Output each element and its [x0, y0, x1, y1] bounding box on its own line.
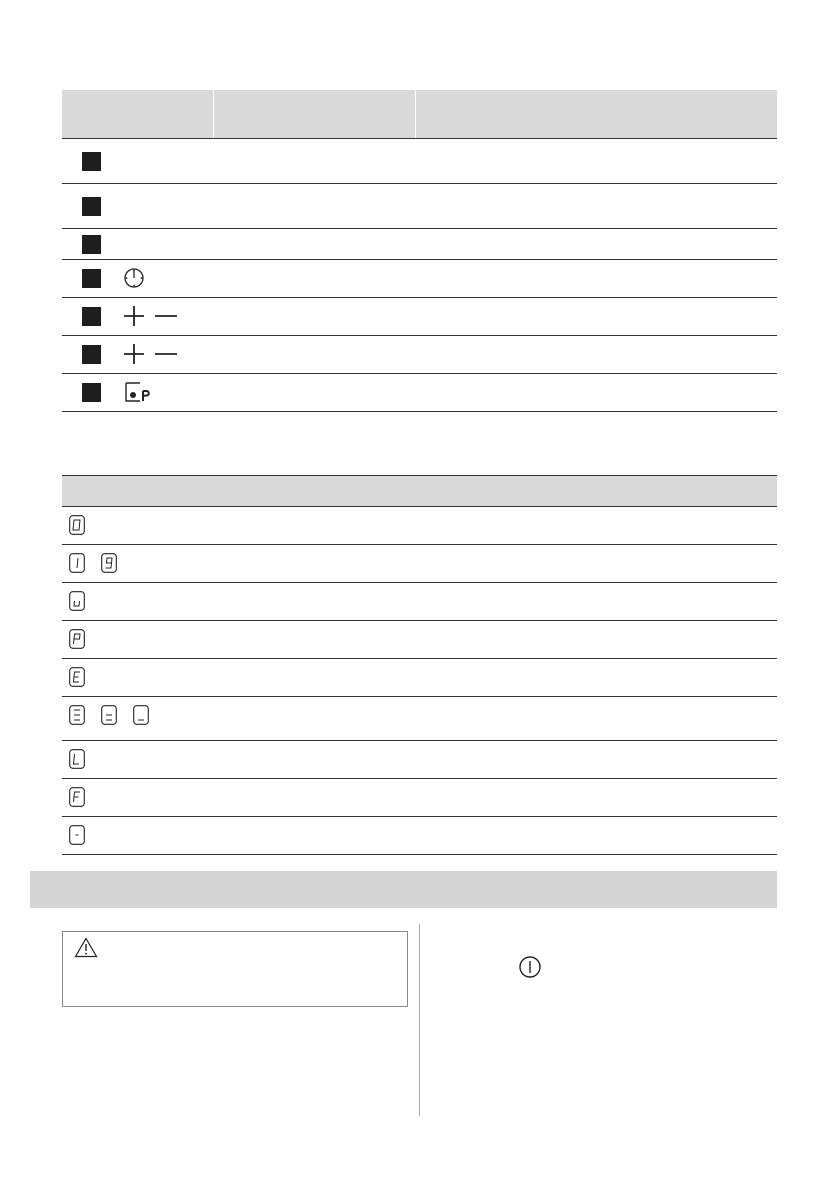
- table-row: [62, 139, 777, 184]
- plus-minus-icon: [122, 343, 182, 365]
- table-row: [62, 545, 777, 583]
- digit-1-icon: [69, 553, 85, 573]
- warning-triangle-icon: [74, 937, 98, 958]
- controls-table-header: [62, 90, 777, 139]
- section-header-bar: [30, 871, 777, 908]
- table-row: [62, 697, 777, 741]
- table-row: [62, 229, 777, 260]
- table-row: [62, 374, 777, 412]
- table-row: [62, 583, 777, 621]
- symbol-e-icon: [69, 667, 85, 687]
- symbol-u-icon: [69, 591, 85, 611]
- symbol-f-icon: [69, 787, 85, 807]
- table-row: [62, 741, 777, 779]
- row-marker: [82, 235, 101, 254]
- symbol-l-icon: [69, 749, 85, 769]
- row-marker: [82, 345, 101, 364]
- power-icon: [518, 955, 542, 979]
- table-row: [62, 659, 777, 697]
- symbol-p-icon: [69, 629, 85, 649]
- residual-heat-mid-icon: [101, 705, 117, 725]
- pause-p-icon: [122, 381, 152, 405]
- row-marker: [82, 269, 101, 288]
- digit-9-icon: [101, 553, 117, 573]
- table-row: [62, 336, 777, 374]
- row-marker: [82, 307, 101, 326]
- table-row: [62, 779, 777, 817]
- row-marker: [82, 152, 101, 171]
- table-row: [62, 260, 777, 298]
- symbol-dash-icon: [69, 825, 85, 845]
- column-divider: [419, 924, 420, 1116]
- digit-0-icon: [69, 515, 85, 535]
- table-row: [62, 507, 777, 545]
- table-row: [62, 298, 777, 336]
- table-row: [62, 817, 777, 855]
- plus-minus-icon: [122, 305, 182, 327]
- residual-heat-high-icon: [69, 705, 85, 725]
- row-marker: [82, 383, 101, 402]
- table-row: [62, 621, 777, 659]
- display-table-header: [62, 475, 777, 507]
- warning-box: [62, 931, 408, 1007]
- row-marker: [82, 197, 101, 216]
- table-row: [62, 184, 777, 229]
- residual-heat-low-icon: [133, 705, 149, 725]
- clock-icon: [122, 266, 146, 290]
